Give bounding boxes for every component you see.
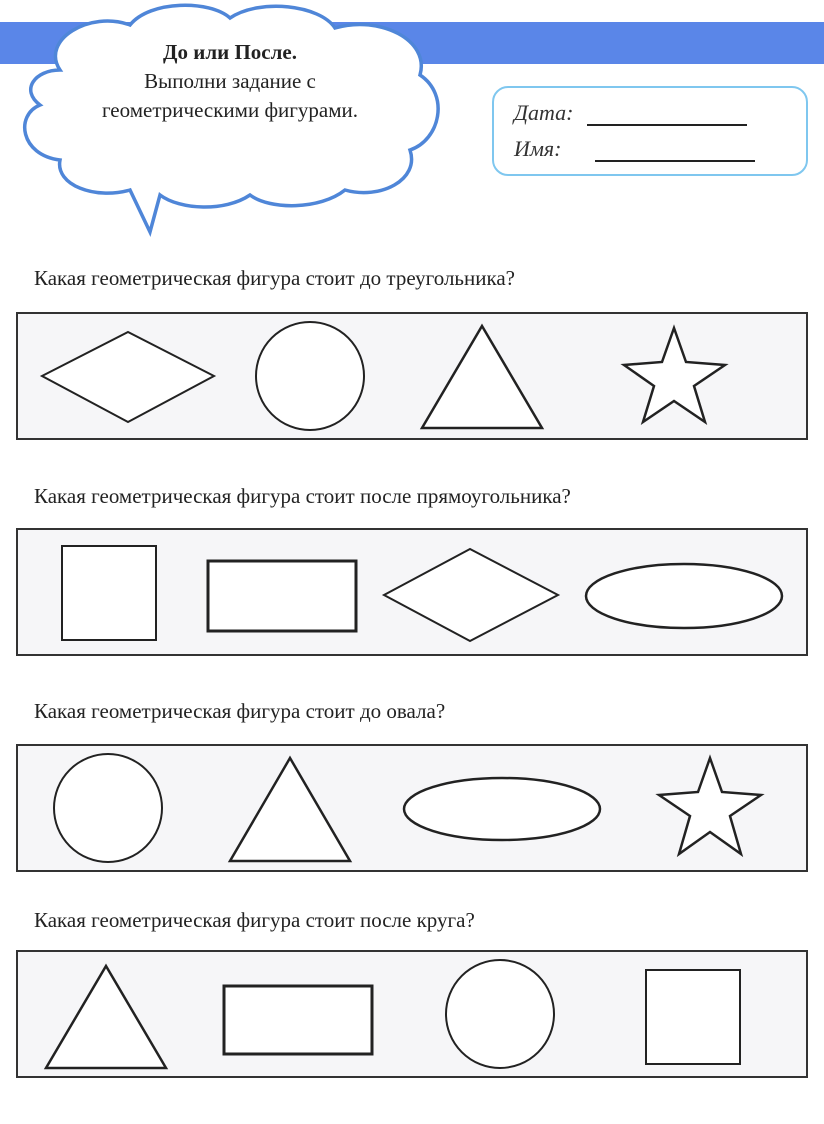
rhombus-icon[interactable] <box>42 332 214 422</box>
shape-row-1 <box>16 312 808 440</box>
question-4: Какая геометрическая фигура стоит после круга? <box>34 908 475 932</box>
date-field[interactable] <box>514 96 747 126</box>
triangle-icon[interactable] <box>230 758 350 861</box>
rectangle-icon[interactable] <box>208 561 356 631</box>
circle-icon[interactable] <box>446 960 554 1068</box>
triangle-icon[interactable] <box>422 326 542 428</box>
question-2: Какая геометрическая фигура стоит после прямоугольника? <box>34 484 571 508</box>
shape-row-3 <box>16 744 808 872</box>
name-field[interactable] <box>514 132 755 162</box>
shape-row-2 <box>16 528 808 656</box>
square-icon[interactable] <box>62 546 156 640</box>
triangle-icon[interactable] <box>46 966 166 1068</box>
square-icon[interactable] <box>646 970 740 1064</box>
date-line[interactable] <box>587 104 747 126</box>
shape-row-4 <box>16 950 808 1078</box>
name-label: Имя: <box>514 136 562 161</box>
circle-icon[interactable] <box>256 322 364 430</box>
subtitle-line-1: Выполни задание с <box>144 69 316 93</box>
date-label: Дата: <box>514 100 574 125</box>
question-1: Какая геометрическая фигура стоит до треугольника? <box>34 266 516 290</box>
oval-icon[interactable] <box>586 564 782 628</box>
star-icon[interactable] <box>659 758 761 854</box>
name-line[interactable] <box>595 140 755 162</box>
page-title: До или После. <box>163 40 297 64</box>
name-date-box <box>492 86 808 176</box>
question-3: Какая геометрическая фигура стоит до овала? <box>34 699 446 723</box>
rhombus-icon[interactable] <box>384 549 558 641</box>
oval-icon[interactable] <box>404 778 600 840</box>
rectangle-icon[interactable] <box>224 986 372 1054</box>
circle-icon[interactable] <box>54 754 162 862</box>
subtitle-line-2: геометрическими фигурами. <box>101 98 359 122</box>
header-text <box>40 38 420 125</box>
star-icon[interactable] <box>624 328 725 422</box>
